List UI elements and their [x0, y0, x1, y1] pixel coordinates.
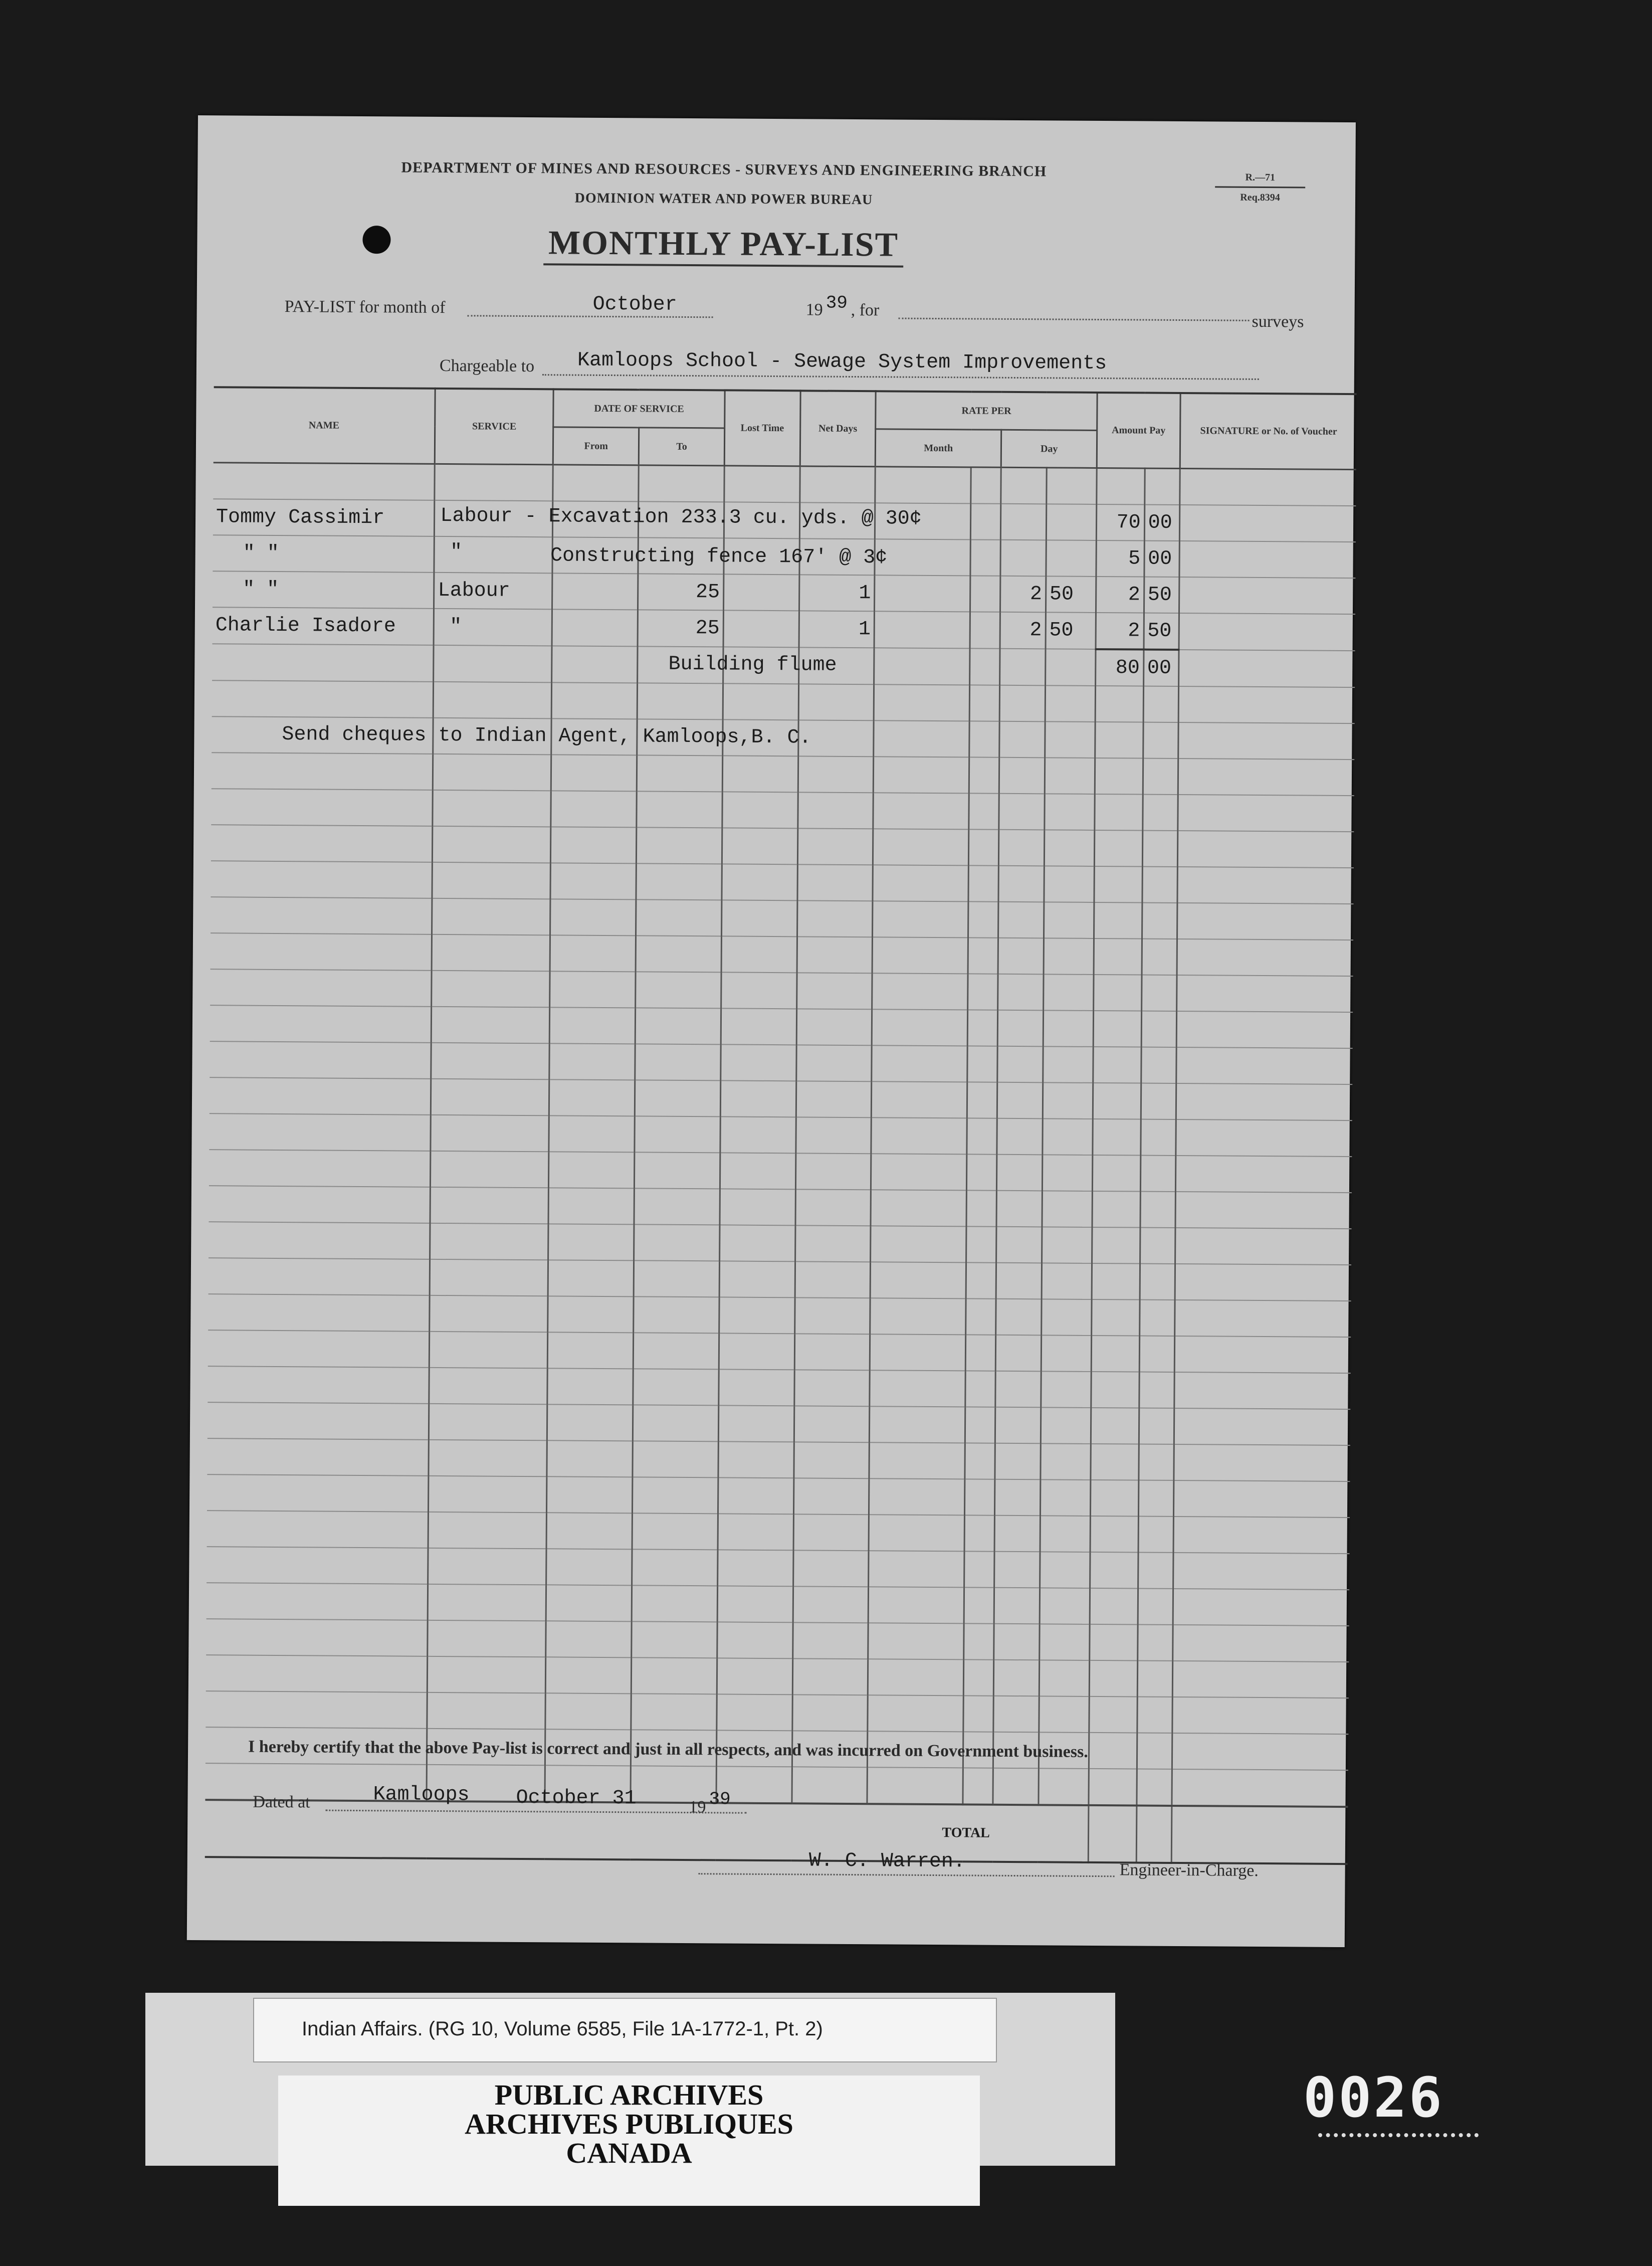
table-row	[212, 716, 1354, 760]
row1-service: Labour - Excavation 233.3 cu. yds. @ 30¢	[440, 504, 922, 530]
archives-line-1: PUBLIC ARCHIVES	[494, 2079, 764, 2111]
surveys-label: surveys	[1252, 312, 1304, 331]
table-row	[213, 535, 1355, 578]
archives-stamp	[278, 2075, 980, 2206]
row2-service: Constructing fence 167' @ 3¢	[550, 544, 888, 570]
row3-rate-dollars: 2	[1000, 576, 1046, 613]
dated-place: Kamloops	[373, 1783, 470, 1807]
paylist-year-value: 39	[825, 292, 848, 313]
table-row	[213, 463, 1356, 506]
chargeable-value: Kamloops School - Sewage System Improvements	[577, 349, 1107, 375]
total-label: TOTAL	[867, 1804, 993, 1862]
row1-name: Tommy Cassimir	[213, 499, 435, 536]
total-cents-cell	[1136, 1806, 1172, 1863]
row3-name-ditto: " "	[213, 571, 434, 609]
col-from: From	[553, 427, 639, 465]
row2-name-ditto: " "	[213, 535, 434, 573]
row3-rate-cents: 50	[1046, 576, 1096, 613]
col-month: Month	[875, 429, 1001, 468]
paylist-month-label: PAY-LIST for month of	[284, 297, 446, 317]
col-lost-time: Lost Time	[724, 390, 800, 466]
dated-date: October 31	[516, 1786, 637, 1810]
send-cheques-note: Send cheques to Indian Agent, Kamloops,B. C.	[282, 723, 811, 749]
paylist-for-label: , for	[851, 300, 880, 320]
archives-line-3: CANADA	[566, 2137, 692, 2169]
form-number-block	[1215, 171, 1305, 204]
table-row	[212, 680, 1355, 723]
department-heading: DEPARTMENT OF MINES AND RESOURCES - SURVEYS AND ENGINEERING BRANCH	[401, 159, 1047, 180]
row4-net-days: 1	[799, 611, 875, 648]
table-row	[213, 571, 1355, 614]
signature-title: Engineer-in-Charge.	[1119, 1860, 1259, 1880]
form-number: R.—71	[1215, 171, 1305, 188]
row1-amount-cents: 00	[1144, 505, 1180, 541]
row3-to: 25	[638, 574, 724, 610]
col-name: NAME	[214, 387, 436, 464]
subtotal-dollars: 80	[1096, 649, 1144, 686]
col-to: To	[639, 428, 724, 466]
col-signature: SIGNATURE or No. of Voucher	[1180, 393, 1357, 470]
for-dotted-line	[899, 318, 1250, 321]
row3-service: Labour	[434, 573, 552, 609]
subtotal-cents: 00	[1143, 650, 1179, 686]
row2-amount-dollars: 5	[1096, 540, 1144, 577]
paylist-year-prefix: 19	[805, 300, 823, 319]
archives-line-2: ARCHIVES PUBLIQUES	[465, 2108, 793, 2140]
col-day: Day	[1001, 430, 1097, 468]
page-title	[322, 222, 1124, 266]
row4-amount-cents: 50	[1144, 613, 1179, 650]
archive-reference: Indian Affairs. (RG 10, Volume 6585, File 1A-1772-1, Pt. 2)	[302, 2018, 823, 2040]
row4-rate-dollars: 2	[1000, 612, 1046, 649]
col-net-days: Net Days	[800, 391, 876, 466]
row2-amount-cents: 00	[1144, 541, 1179, 577]
col-amount-pay: Amount Pay	[1097, 393, 1180, 469]
row3-amount-cents: 50	[1144, 577, 1179, 613]
dated-at-label: Dated at	[253, 1792, 310, 1812]
chargeable-dotted-line	[542, 374, 1259, 380]
paylist-month-value: October	[592, 293, 677, 316]
table-header-row	[214, 387, 1356, 432]
row4-service-ditto: "	[434, 609, 552, 646]
col-service: SERVICE	[435, 389, 554, 465]
table-row	[213, 499, 1356, 542]
building-flume-text: Building flume	[668, 653, 837, 677]
frame-number-marks	[1318, 2133, 1479, 2143]
pay-list-document	[187, 115, 1356, 1947]
pay-list-table	[205, 386, 1357, 1865]
col-rate-per: RATE PER	[876, 391, 1097, 430]
row4-to: 25	[638, 610, 723, 647]
signature-dotted-line	[699, 1873, 1115, 1877]
archive-reference-card	[253, 1998, 997, 2062]
dated-year-prefix: 19	[689, 1798, 706, 1817]
certification-text: I hereby certify that the above Pay-list is correct and just in all respects, and was incurred on Government business.	[248, 1737, 1088, 1761]
row4-rate-cents: 50	[1046, 612, 1096, 649]
row3-net-days: 1	[799, 575, 875, 611]
frame-number: 0026	[1303, 2065, 1444, 2130]
table-row	[212, 644, 1355, 687]
row1-amount-dollars: 70	[1097, 504, 1145, 541]
page-title-text: MONTHLY PAY-LIST	[543, 223, 904, 267]
row2-service-ditto: "	[450, 541, 463, 564]
bureau-heading: DOMINION WATER AND POWER BUREAU	[574, 190, 873, 208]
dated-year: 39	[709, 1789, 731, 1810]
signature-name: W. C. Warren.	[808, 1849, 965, 1873]
col-date-of-service: DATE OF SERVICE	[553, 389, 725, 428]
row4-name: Charlie Isadore	[213, 607, 434, 645]
total-dollars-cell	[1088, 1805, 1136, 1863]
row3-amount-dollars: 2	[1096, 577, 1144, 613]
requisition-number: Req.8394	[1240, 192, 1280, 204]
chargeable-label: Chargeable to	[439, 356, 535, 376]
row4-amount-dollars: 2	[1096, 613, 1144, 650]
table-row	[213, 607, 1355, 651]
